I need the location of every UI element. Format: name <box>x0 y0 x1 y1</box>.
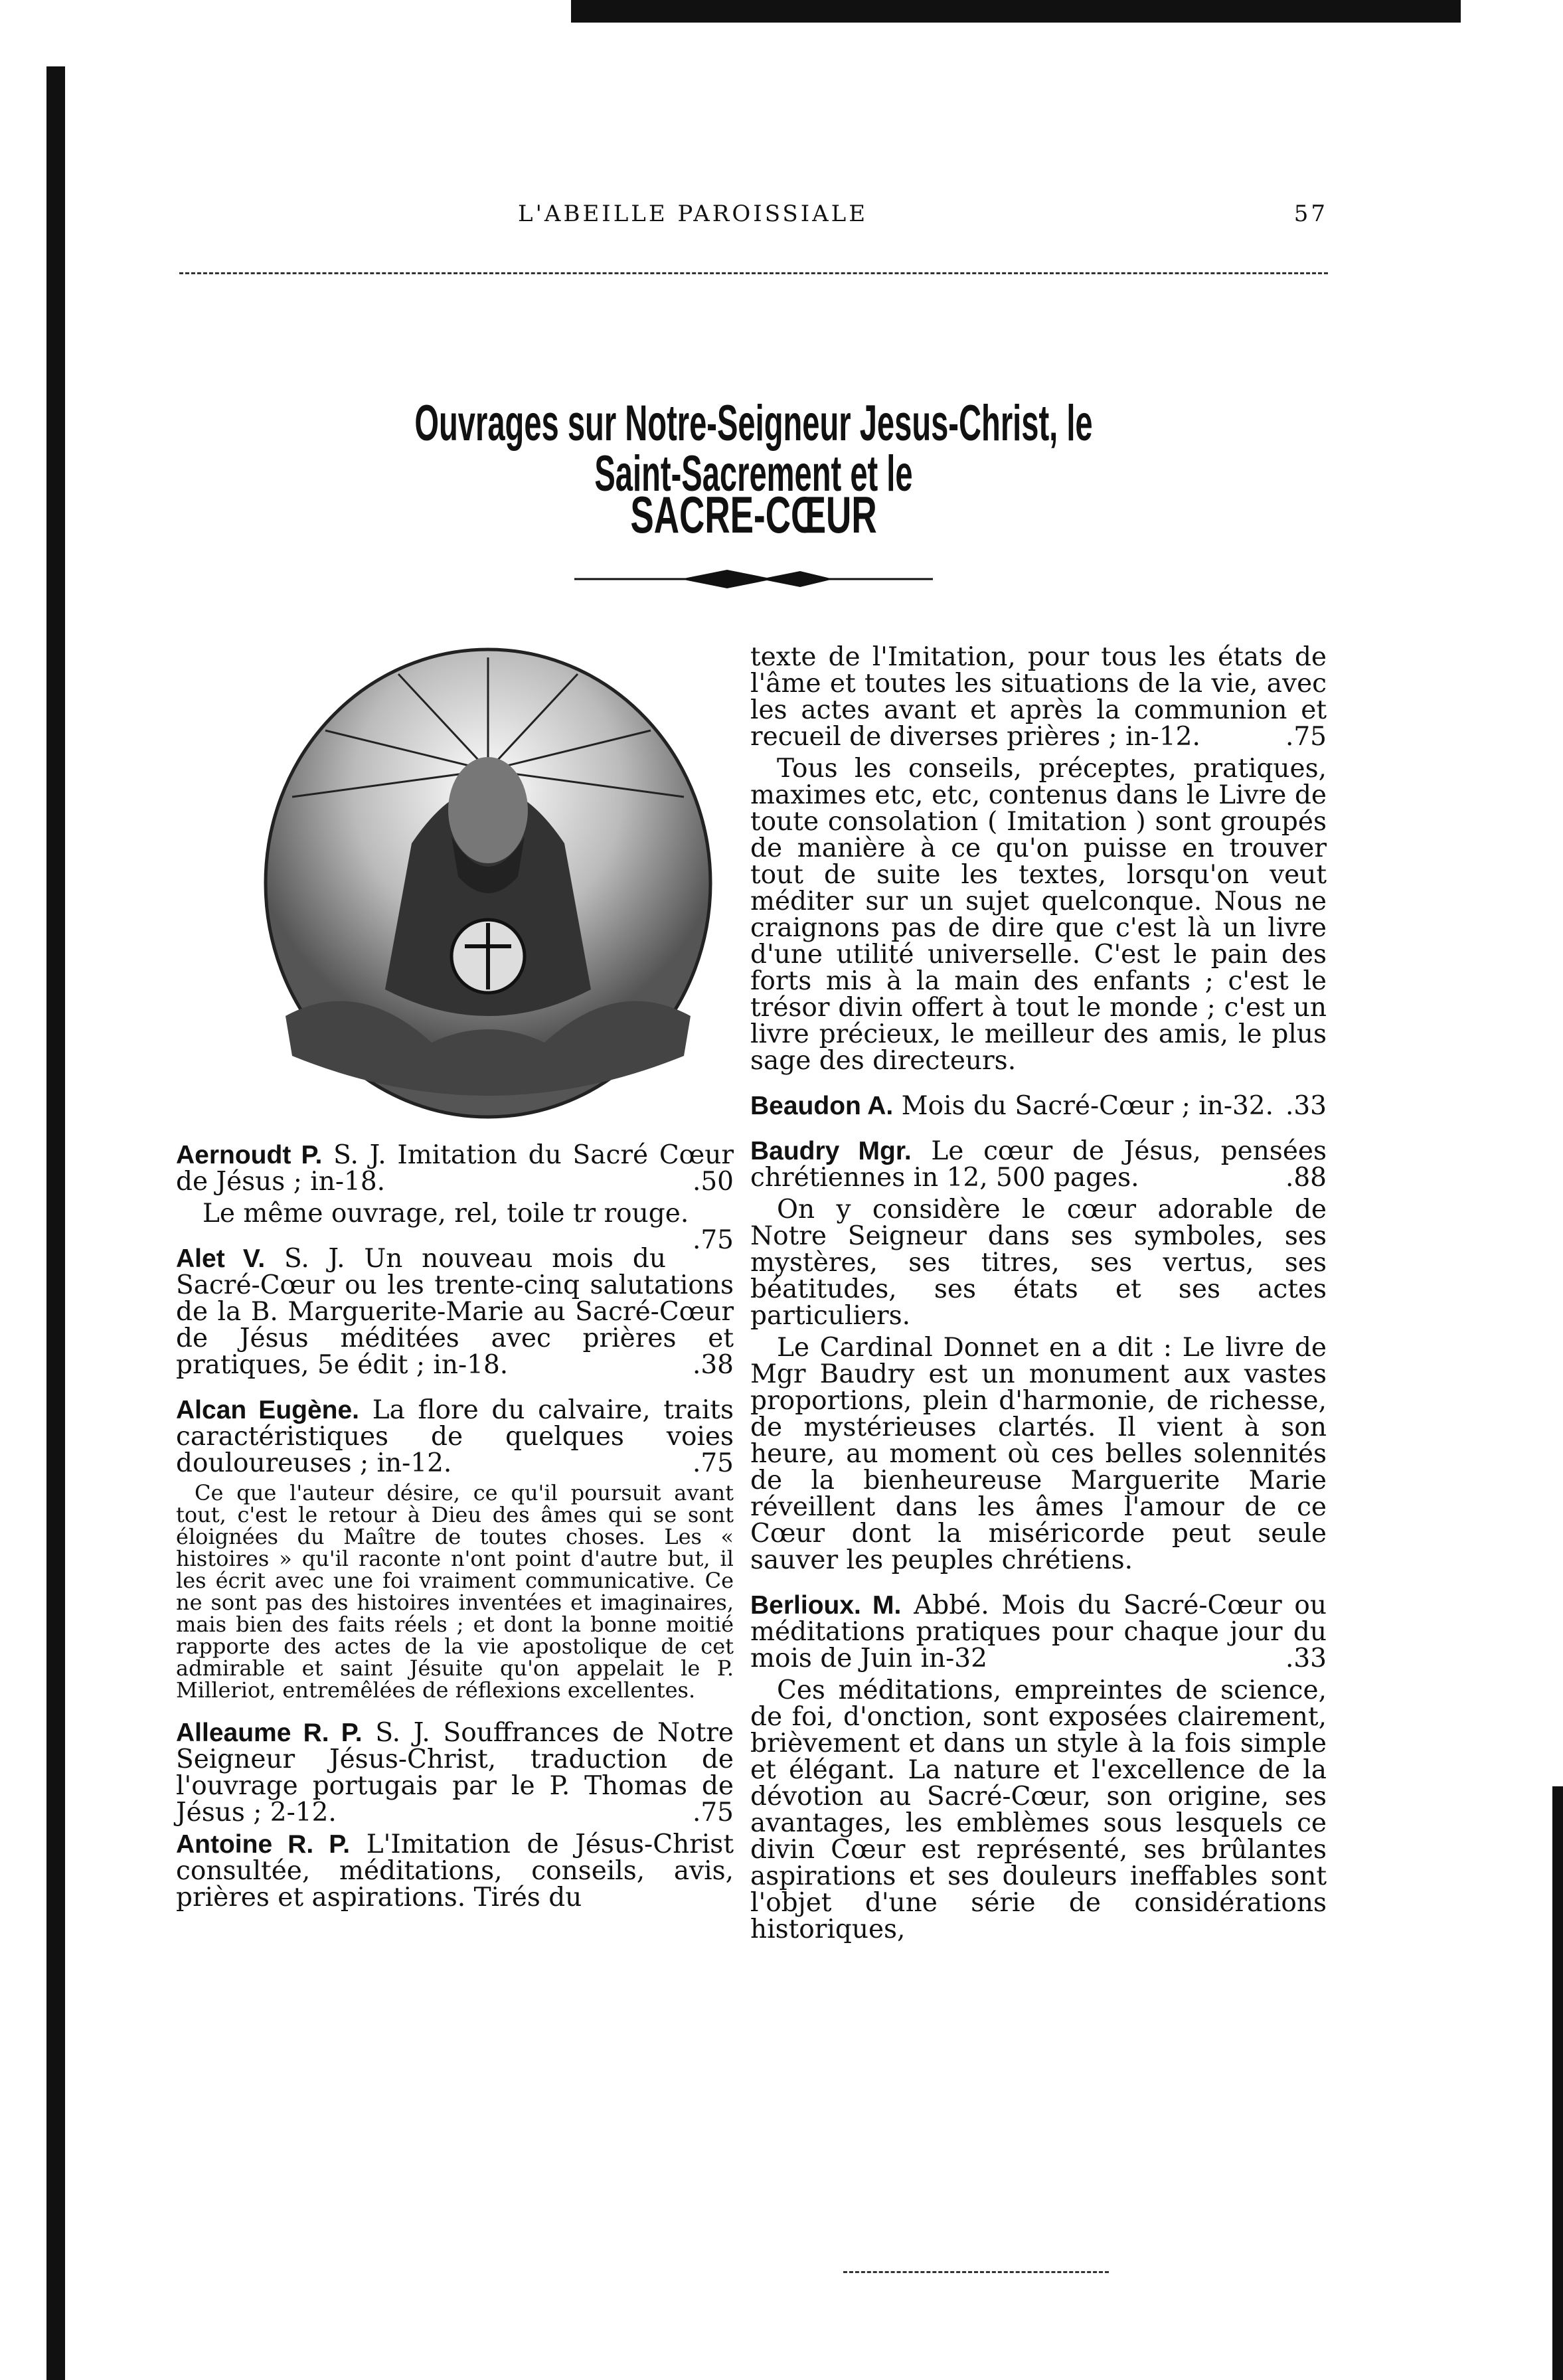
entry-aernoudt-2 <box>176 1199 734 1255</box>
entry-price: .38 <box>692 1350 734 1380</box>
author-name: Alet V. <box>176 1244 266 1273</box>
footer-rule <box>843 2271 1109 2273</box>
author-name: Beaudon A. <box>750 1092 894 1120</box>
entry-price: .33 <box>1285 1644 1327 1673</box>
entry-text: L'Imitation de Jésus-Christ consultée, méditations, conseils, avis, prières et aspirations. Tirés du <box>176 1829 734 1912</box>
scan-edge-left <box>46 66 65 2380</box>
entry-text: S. J. Imitation du Sacré Cœur de Jésus ; in-18. <box>176 1140 734 1197</box>
left-column <box>176 1142 734 1916</box>
running-header <box>179 201 1328 234</box>
entry-baudry-description-1: On y considère le cœur adorable de Notre Seigneur dans ses symboles, ses mystères, ses titres, ses vertus, ses béatitudes, ses états et ses actes particuliers. <box>750 1195 1327 1331</box>
entry-price: .50 <box>692 1167 734 1197</box>
page <box>176 0 1328 2380</box>
entry-beaudon <box>750 1093 1327 1120</box>
entry-price: .33 <box>1285 1091 1327 1121</box>
entry-antoine-continued <box>750 644 1327 750</box>
author-name: Antoine R. P. <box>176 1830 351 1859</box>
header-rule <box>179 272 1328 274</box>
page-number: 57 <box>1293 201 1328 227</box>
entry-alcan-description: Ce que l'auteur désire, ce qu'il poursuit avant tout, c'est le retour à Dieu des âmes qui se sont éloignées du Maître de toutes choses. Les « histoires » qu'il raconte n'ont point d'autre but, il les écrit avec une foi vraiment communicative. Ce ne sont pas des histoires inventées et imaginaires, mais bien des faits réels ; et dont la bonne moitié rapporte des actes de la vie apostolique de cet admirable et saint Jésuite qu'on appelait le P. Milleriot, entremêlées de réflexions excellentes. <box>176 1480 734 1703</box>
entry-berlioux-description: Ces méditations, empreintes de science, de foi, d'onction, sont exposées clairement, brièvement et dans un style à la fois simple et élégant. La nature et l'excellence de la dévotion au Sacré-Cœur, son origine, ses avantages, les emblèmes sous lesquels ce divin Cœur est représenté, ses brûlantes aspirations et ses douleurs ineffables sont l'objet d'une série de considérations historiques, <box>750 1675 1327 1944</box>
scan-edge-right <box>1552 1786 1563 2380</box>
entry-text: Le même ouvrage, rel, toile tr rouge. <box>203 1199 689 1229</box>
author-name: Aernoudt P. <box>176 1141 323 1169</box>
entry-text: S. J. Un nouveau mois du Sacré-Cœur ou les trente-cinq salutations de la B. Marguerite-Marie au Sacré-Cœur de Jésus méditées avec prières et pratiques, 5e édit ; in-18. <box>176 1244 734 1380</box>
author-name: Baudry Mgr. <box>750 1137 912 1165</box>
author-name: Alcan Eugène. <box>176 1396 360 1424</box>
right-column <box>750 644 1327 1948</box>
entry-baudry <box>750 1138 1327 1191</box>
entry-alleaume <box>176 1720 734 1826</box>
section-heading: Ouvrages sur Notre-Seigneur Jesus-Christ, le Saint-Sacrement et le <box>414 395 1093 502</box>
section-heading-2: SACRE-CŒUR <box>630 485 877 544</box>
entry-text: Mois du Sacré-Cœur ; in-32. <box>901 1091 1274 1121</box>
entry-text: Le cœur de Jésus, pensées chrétiennes in 12, 500 pages. <box>750 1136 1327 1193</box>
entry-antoine <box>176 1831 734 1911</box>
entry-text: La flore du calvaire, traits caractéristiques de quelques voies douloureuses ; in-12. <box>176 1395 734 1478</box>
entry-alet <box>176 1246 734 1379</box>
author-name: Alleaume R. P. <box>176 1719 363 1747</box>
entry-price: .75 <box>1285 722 1327 752</box>
entry-text: texte de l'Imitation, pour tous les états de l'âme et toutes les situations de la vie, avec les actes avant et après la communion et recueil de diverses prières ; in-12. <box>750 642 1327 752</box>
entry-price: .88 <box>1285 1163 1327 1193</box>
entry-text: Abbé. Mois du Sacré-Cœur ou méditations pratiques pour chaque jour du mois de Juin in-32 <box>750 1590 1327 1673</box>
entry-text: S. J. Souffrances de Notre Seigneur Jésus-Christ, traduction de l'ouvrage portugais par le P. Thomas de Jésus ; 2-12. <box>176 1718 734 1828</box>
author-name: Berlioux. M. <box>750 1591 902 1620</box>
sacred-heart-image <box>259 644 717 1122</box>
entry-berlioux <box>750 1592 1327 1672</box>
entry-price: .75 <box>692 1798 734 1828</box>
entry-price: .75 <box>692 1448 734 1478</box>
entry-price: .75 <box>692 1225 734 1255</box>
ornament-divider <box>561 566 946 592</box>
entry-baudry-description-2: Le Cardinal Donnet en a dit : Le livre de Mgr Baudry est un monument aux vastes proportions, plein d'harmonie, de richesse, de mystérieuses clartés. Il vient à son heure, au moment où ces belles solennités de la bienheureuse Marguerite Marie réveillent dans les âmes l'amour de ce Cœur dont la miséricorde peut seule sauver les peuples chrétiens. <box>750 1333 1327 1575</box>
entry-aernoudt <box>176 1142 734 1195</box>
entry-antoine-description: Tous les conseils, préceptes, pratiques, maximes etc, etc, contenus dans le Livre de toute consolation ( Imitation ) sont groupés de manière à ce qu'on puisse en trouver tout de suite les textes, lorsqu'on veut méditer sur un sujet quelconque. Nous ne craignons pas de dire que c'est là un livre d'une utilité universelle. C'est le pain des forts mis à la main des enfants ; c'est le trésor divin offert à tout le monde ; c'est un livre précieux, le meilleur des amis, le plus sage des directeurs. <box>750 754 1327 1076</box>
running-title: L'ABEILLE PAROISSIALE <box>518 201 868 227</box>
entry-alcan <box>176 1397 734 1477</box>
